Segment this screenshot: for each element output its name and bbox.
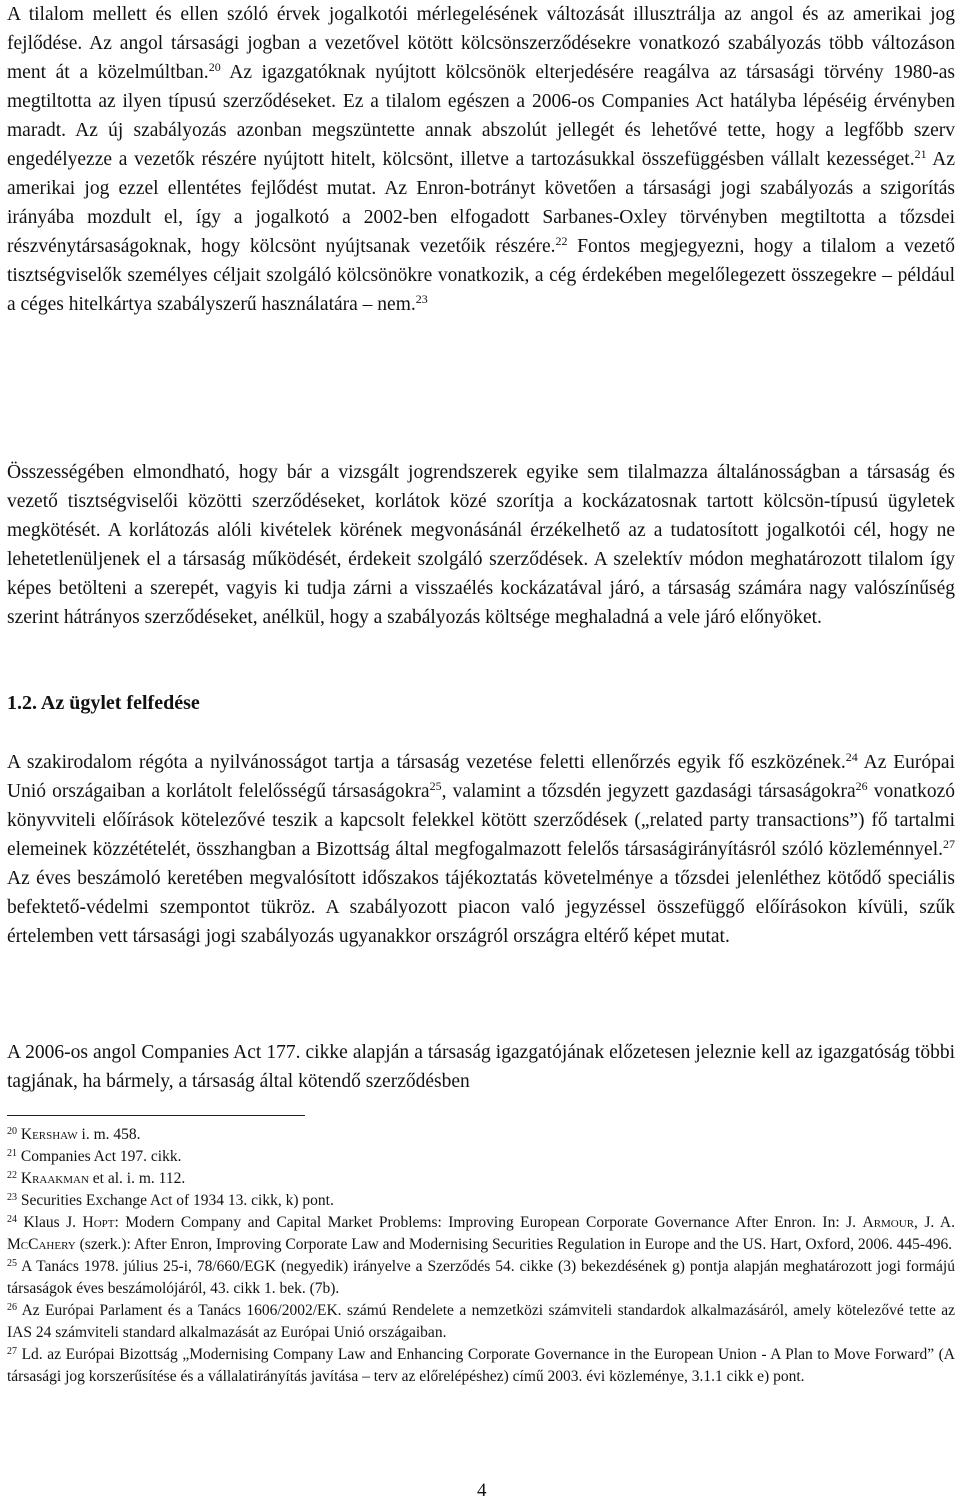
footnote [7,1190,955,1212]
footnote [7,1344,955,1388]
body-paragraph-4: A 2006-os angol Companies Act 177. cikke alapján a társaság igazgatójának előzetesen jeleznie kell az igazgatóság többi tagjának, ha bármely, a társaság által kötendő szerződésben [7,1042,955,1092]
paragraph-text: Az Európai Unió országaiban a korlátolt felelősségű társaságokra [7,752,955,802]
paragraph-text: A tilalom mellett és ellen szóló érvek jogalkotói mérlegelésének változását illusztrálja az angol és az amerikai jog fejlődése. Az angol társasági jogban a vezetővel kötött kölcsönszerződésekre vonatkozó szabályozás több változáson ment át a közelmúltban. [7,4,955,83]
footnote-ref-22[interactable]: 22 [555,234,568,248]
paragraph-text: Fontos megjegyezni, hogy a tilalom a vezető tisztségviselők személyes céljait szolgáló kölcsönökre vonatkozik, a cég érdekében megelőlegezett összegekre – például a céges hitelkártya szabályszerű használatára – nem. [7,236,955,315]
footnote-ref-20[interactable]: 20 [208,60,221,74]
footnote-text: et al. i. m. 112. [88,1170,186,1187]
body-paragraph-3 [7,748,955,951]
footnote-text: Companies Act 197. cikk. [20,1148,182,1165]
footnote-text: Ld. az Európai Bizottság „Modernising Company Law and Enhancing Corporate Governance in the European Union - A Plan to Move Forward” (A társasági jog korszerűsítése és a vállalatirányítás javítása – terv az előrelépéshez) című 2003. évi közleménye, 3.1.1 cikk e) pont. [7,1346,956,1385]
footnote-author: McCahery [7,1236,76,1253]
footnote-text: (szerk.): After Enron, Improving Corporate Law and Modernising Securities Regulation in Europe and the US. Hart, Oxford, 2006. 445-496. [75,1236,953,1253]
paragraph-text: Az éves beszámoló keretében megvalósított időszakos tájékoztatás követelménye a tőzsdei jelenléthez kötődő speciális befektető-védelmi szempontot tükröz. A szabályozott piacon való jegyzéssel összefüggő előírásokon kívüli, szűk értelemben vett társasági jogi szabályozás ugyanakkor országról országra eltérő képet mutat. [7,868,955,947]
footnote-number: 20 [7,1126,17,1137]
footnote-number: 23 [7,1192,17,1203]
body-paragraph-2: Összességében elmondható, hogy bár a vizsgált jogrendszerek egyike sem tilalmazza általánosságban a társaság és vezető tisztségviselői közötti szerződéseket, korlátok közé szorítja a kockázatosnak tartott kölcsön-típusú ügyletek megkötését. A korlátozás alóli kivételek körének megvonásánál érzékelhető az a tudatosított jogalkotói cél, hogy ne lehetetlenüljenek el a társaság működését, érdekeit szolgáló szerződések. A szelektív módon meghatározott tilalom így képes betölteni a szerepét, vagyis ki tudja zárni a visszaélés kockázatával járó, a társaság számára nagy valószínűség szerint hátrányos szerződéseket, anélkül, hogy a szabályozás költsége meghaladná a vele járó előnyöket. [7,462,955,628]
footnote-author: Kraakman [20,1170,89,1187]
footnote-number: 24 [7,1214,17,1225]
footnote [7,1168,955,1190]
footnote-number: 21 [7,1148,17,1159]
footnote-author: Kershaw [20,1126,78,1143]
footnote-ref-21[interactable]: 21 [914,147,927,161]
footnote-ref-27[interactable]: 27 [943,837,955,851]
footnote-number: 27 [7,1346,17,1357]
footnote-text: A Tanács 1978. július 25-i, 78/660/EGK (negyedik) irányelve a Szerződés 54. cikke (3) bekezdésének g) pontja alapján meghatározott jogi formájú társaságok éves beszámolójáról, 43. cikk 1. bek. (7b). [7,1258,955,1297]
footnote-text: Securities Exchange Act of 1934 13. cikk, k) pont. [20,1192,334,1209]
footnote [7,1256,955,1300]
paragraph-text: , valamint a tőzsdén jegyzett gazdasági társaságokra [441,781,856,802]
page-number: 4 [477,1480,487,1501]
footnote-author: Armour [862,1214,915,1231]
paragraph-text: Az igazgatóknak nyújtott kölcsönök elterjedésére reagálva az társasági törvény 1980-as megtiltotta az ilyen típusú szerződéseket. Ez a tilalom egészen a 2006-os Companies Act hatályba lépéséig érvényben maradt. Az új szabályozás azonban megszüntette annak abszolút jellegét és lehetővé tette, hogy a legfőbb szerv engedélyezze a vezetők részére nyújtott hitelt, kölcsönt, illetve a tartozásukkal összefüggésben vállalt kezességet. [7,62,956,170]
footnote [7,1300,955,1344]
footnote-author: Hopt [82,1214,115,1231]
footnote-text: , J. A. [914,1214,955,1231]
footnote [7,1146,955,1168]
footnote-number: 25 [7,1258,17,1269]
footnote-ref-23[interactable]: 23 [415,292,428,306]
footnote [7,1124,955,1146]
footnote-number: 26 [7,1302,17,1313]
footnote-text: i. m. 458. [77,1126,141,1143]
footnote-ref-24[interactable]: 24 [845,750,858,764]
paragraph-text: Az amerikai jog ezzel ellentétes fejlődést mutat. Az Enron-botrányt követően a társasági jogi szabályozás a szigorítás irányába mozdult el, így a jogalkotó a 2002-ben elfogadott Sarbanes-Oxley törvényben megtiltotta a tőzsdei részvénytársaságoknak, hogy kölcsönt nyújtsanak vezetőik részére. [7,149,955,257]
footnote-text: Az Európai Parlament és a Tanács 1606/2002/EK. számú Rendelete a nemzetközi számviteli standardok alkalmazásáról, amely kötelezővé tette az IAS 24 számviteli standard alkalmazását az Európai Unió országaiban. [7,1302,955,1341]
footnote [7,1212,955,1256]
footnote-text: : Modern Company and Capital Market Problems: Improving European Corporate Governance After Enron. In: J. [114,1214,863,1231]
footnote-text: Klaus J. [23,1214,83,1231]
paragraph-text: A szakirodalom régóta a nyilvánosságot tartja a társaság vezetése feletti ellenőrzés egyik fő eszközének. [7,752,846,773]
footnote-number: 22 [7,1170,17,1181]
body-paragraph-1 [7,0,955,319]
footnote-divider [7,1115,305,1116]
section-heading: 1.2. Az ügylet felfedése [7,692,200,714]
footnotes [7,1124,955,1388]
footnote-ref-25[interactable]: 25 [429,779,442,793]
footnote-ref-26[interactable]: 26 [855,779,868,793]
paragraph-text: vonatkozó könyvviteli előírások kötelezővé teszik a kapcsolt felekkel kötött szerződések („related party transactions”) fő tartalmi elemeinek közzétételét, összhangban a Bizottság által megfogalmazott felelős társaságirányításról szóló közleménnyel. [7,781,955,860]
